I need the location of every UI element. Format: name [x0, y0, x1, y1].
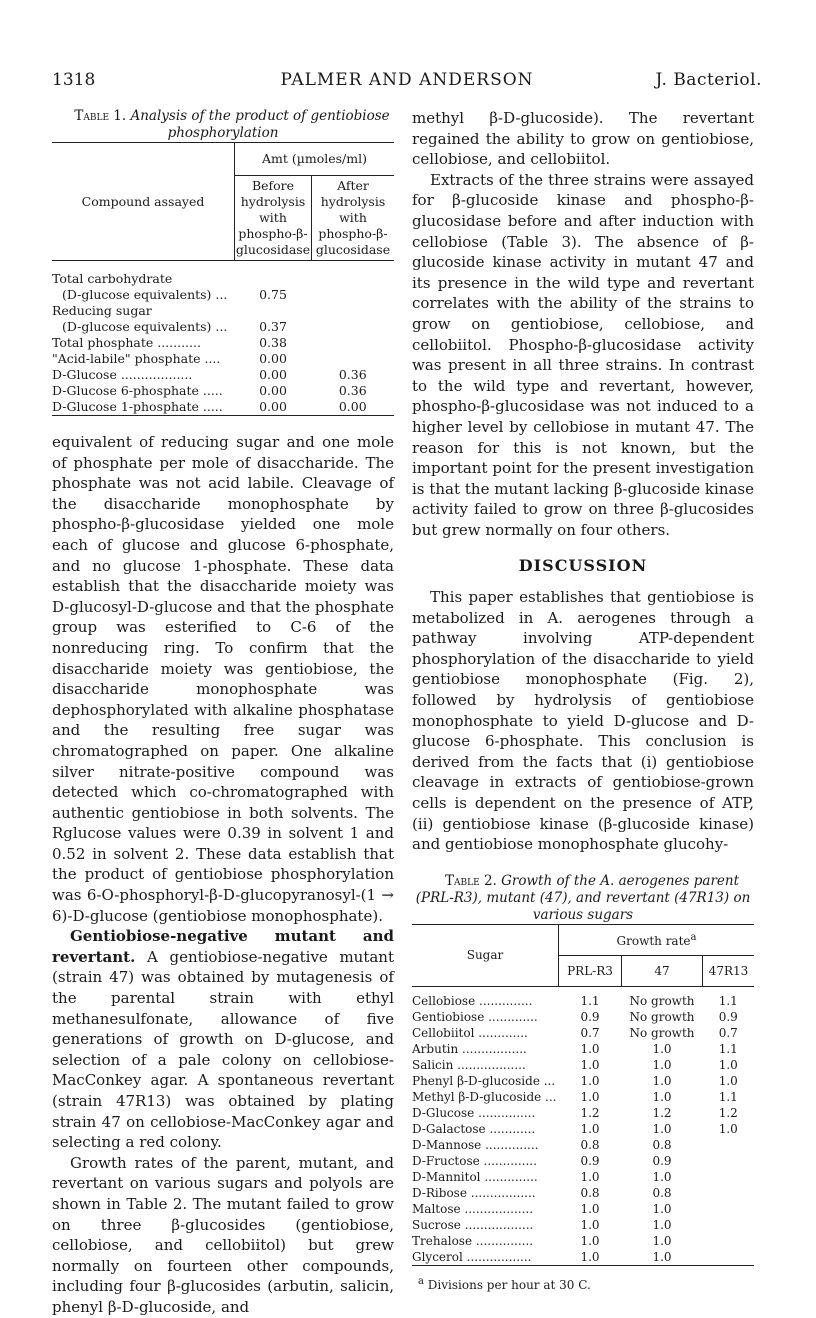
left-paragraph-2: Gentiobiose-negative mutant and revertant. A gentiobiose-negative mutant (strain 47) was obtained by mutagenesis of the parental strain with ethyl methanesulfonate, allowance of five generations of growth on D-glucose, and selection of a pale colony on cellobiose-MacConkey agar. A spontaneous revertant (strain 47R13) was obtained by plating strain 47 on cellobiose-MacConkey agar and selecting a red colony.: [52, 927, 394, 1152]
running-title: PALMER AND ANDERSON: [280, 70, 534, 90]
table2-row: D-Mannose .............. 0.8 0.8: [412, 1137, 672, 1152]
table1-row: D-Glucose 6-phosphate ..... 0.00 0.36: [52, 383, 367, 398]
table2-row: D-Fructose .............. 0.9 0.9: [412, 1153, 672, 1168]
table1-row: (D-glucose equivalents) ... 0.37: [62, 319, 287, 334]
section-subheading: Gentiobiose-negative mutant and revertant.: [52, 927, 394, 966]
right-column: [412, 108, 754, 1295]
table2-caption: [412, 873, 754, 924]
table2-col-prl: PRL-R3: [559, 955, 622, 986]
table2-col-47r13: 47R13: [703, 955, 755, 986]
table1-col-before: Before hydrolysis with phospho-β-glucosidase: [235, 176, 312, 261]
table1-row: Total carbohydrate: [52, 271, 173, 286]
table2-row: Sucrose .................. 1.0 1.0: [412, 1217, 672, 1232]
table2-row: Gentiobiose ............. 0.9 No growth 0.9: [412, 1009, 738, 1024]
table2-title: Growth of the A. aerogenes parent (PRL-R3), mutant (47), and revertant (47R13) on various sugars: [415, 872, 751, 923]
table2-row: D-Mannitol .............. 1.0 1.0: [412, 1169, 672, 1184]
right-paragraph-1: methyl β-D-glucoside). The revertant regained the ability to grow on gentiobiose, cellobiose, and cellobiitol.: [412, 109, 754, 169]
table1-row: Total phosphate ........... 0.38: [52, 335, 287, 350]
table2-row: Glycerol ................. 1.0 1.0: [412, 1249, 754, 1266]
page-header: [52, 70, 762, 98]
table1-row: D-Glucose 1-phosphate ..... 0.00 0.00: [52, 399, 394, 416]
table2-row: D-Glucose ............... 1.2 1.2 1.2: [412, 1105, 738, 1120]
table2-row: Phenyl β-D-glucoside ... 1.0 1.0 1.0: [412, 1073, 738, 1088]
table1-row: D-Glucose .................. 0.00 0.36: [52, 367, 367, 382]
discussion-heading: DISCUSSION: [518, 556, 648, 576]
table2-growth-header: Growth rate$^a$: [559, 924, 755, 955]
table1-caption: [52, 108, 394, 142]
table1-row: "Acid-labile" phosphate .... 0.00: [52, 351, 287, 366]
left-paragraph-1: equivalent of reducing sugar and one mole of phosphate per mole of disaccharide. The phosphate was not acid labile. Cleavage of the disaccharide monophosphate by phospho-β-glucosidase yielded one mole each of glucose and glucose 6-phosphate, and no glucose 1-phosphate. These data establish that the disaccharide moiety was D-glucosyl-D-glucose and that the phosphate group was esterified to C-6 of the nonreducing ring. To confirm that the disaccharide moiety was gentiobiose, the disaccharide monophosphate was dephosphorylated with alkaline phosphatase and the resulting free sugar was chromatographed on paper. One alkaline silver nitrate-positive compound was detected which co-chromatographed with authentic gentiobiose in both solvents. The Rglucose values were 0.39 in solvent 1 and 0.52 in solvent 2. These data establish that the product of gentiobiose phosphorylation was 6-O-phosphoryl-β-D-glucopyranosyl-(1 → 6)-D-glucose (gentiobiose monophosphate).: [52, 433, 394, 925]
table1: [52, 142, 394, 416]
table2-col-47: 47: [622, 955, 703, 986]
table1-col-after: After hydrolysis with phospho-β-glucosidase: [312, 176, 395, 261]
table2-label: Table 2.: [444, 872, 497, 889]
table1-col-compound: Compound assayed: [52, 143, 235, 261]
table2-row: Methyl β-D-glucoside ... 1.0 1.0 1.1: [412, 1089, 738, 1104]
table2-row: D-Galactose ............ 1.0 1.0 1.0: [412, 1121, 738, 1136]
table1-row: Reducing sugar: [52, 303, 152, 318]
table2-row: Salicin .................. 1.0 1.0 1.0: [412, 1057, 738, 1072]
page-number: 1318: [52, 70, 96, 90]
table1-title: Analysis of the product of gentiobiose phosphorylation: [130, 108, 390, 141]
table1-amt-header: Amt (µmoles/ml): [235, 143, 395, 176]
table2-row: Cellobiitol ............. 0.7 No growth 0.7: [412, 1025, 738, 1040]
right-paragraph-3: This paper establishes that gentiobiose is metabolized in A. aerogenes through a pathway involving ATP-dependent phosphorylation of the disaccharide to yield gentiobiose monophosphate (Fig. 2), followed by hydrolysis of gentiobiose monophosphate to yield D-glucose and D-glucose 6-phosphate. This conclusion is derived from the facts that (i) gentiobiose cleavage in extracts of gentiobiose-grown cells is dependent on the presence of ATP, (ii) gentiobiose kinase (β-glucoside kinase) and gentiobiose monophosphate glucohy-: [412, 588, 754, 854]
table2-row: Maltose .................. 1.0 1.0: [412, 1201, 672, 1216]
left-paragraph-3: Growth rates of the parent, mutant, and revertant on various sugars and polyols are shown in Table 2. The mutant failed to grow on three β-glucosides (gentiobiose, cellobiose, and cellobiitol) but grew normally on fourteen other compounds, including four β-glucosides (arbutin, salicin, phenyl β-D-glucoside, and: [52, 1153, 394, 1316]
table2-footnote: $^a$ Divisions per hour at 30 C.: [418, 1275, 591, 1292]
left-column: [52, 108, 394, 1318]
table1-label: Table 1.: [74, 108, 127, 124]
right-paragraph-2: Extracts of the three strains were assayed for β-glucoside kinase and phospho-β-glucosidase before and after induction with cellobiose (Table 3). The absence of β-glucoside kinase activity in mutant 47 and its presence in the wild type and revertant correlates with the ability of the strains to grow on gentiobiose, cellobiose, and cellobiitol. Phospho-β-glucosidase activity was present in all three strains. In contrast to the wild type and revertant, however, phospho-β-glucosidase was not induced to a higher level by cellobiose in mutant 47. The reason for this is not known, but the important point for the present investigation is that the mutant lacking β-glucoside kinase activity failed to grow on three β-glucosides but grew normally on four others.: [412, 170, 754, 539]
table1-row: (D-glucose equivalents) ... 0.75: [62, 287, 287, 302]
table2-row: D-Ribose ................. 0.8 0.8: [412, 1185, 672, 1200]
table2: [412, 924, 754, 1266]
table2-row: Trehalose ............... 1.0 1.0: [412, 1233, 672, 1248]
table2-row: Arbutin ................. 1.0 1.0 1.1: [412, 1041, 738, 1056]
table2-row: Cellobiose .............. 1.1 No growth 1.1: [412, 993, 738, 1008]
journal-name: J. Bacteriol.: [655, 70, 762, 90]
table2-col-sugar: Sugar: [412, 924, 559, 986]
